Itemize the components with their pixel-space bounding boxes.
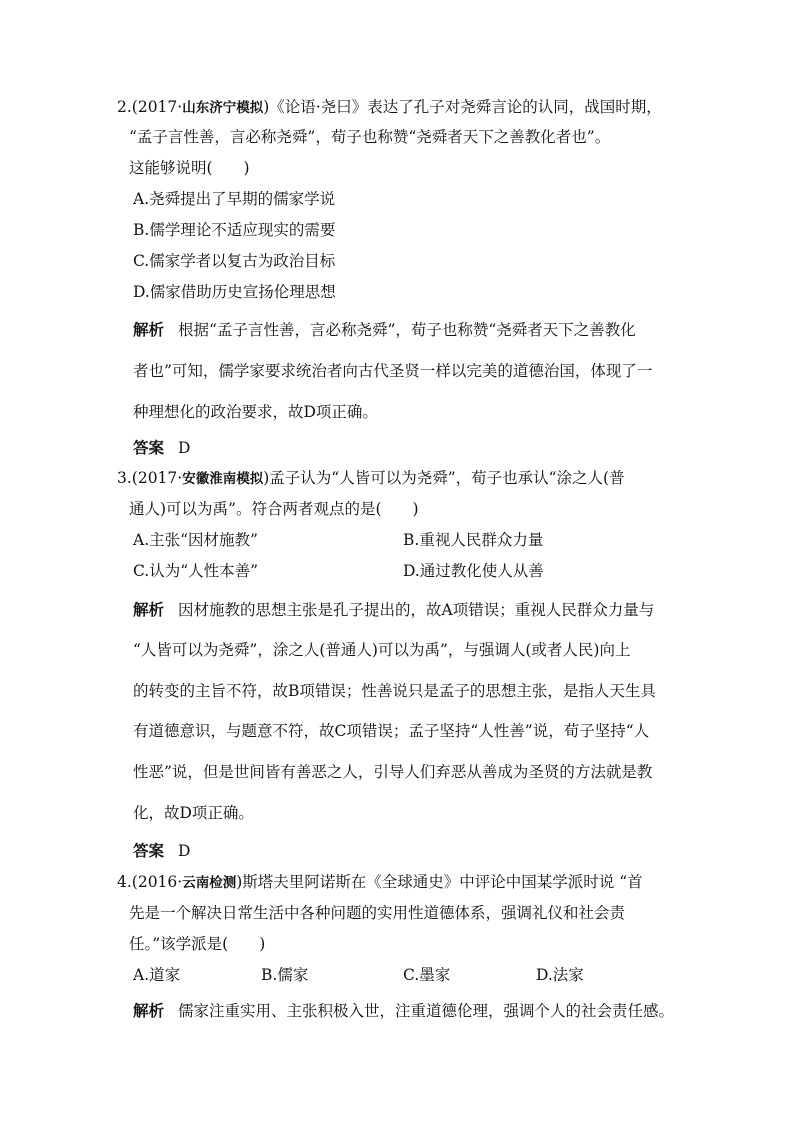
q3-analysis-label: 解析	[133, 601, 165, 619]
q2-answer-label: 答案	[133, 439, 165, 457]
q3-analysis-line3: 的转变的主旨不符，故B项错误；性善说只是孟子的思想主张，是指人天生具	[133, 682, 656, 700]
q2-option-c: C.儒家学者以复古为政治目标	[133, 252, 336, 270]
q3-answer-label: 答案	[133, 842, 165, 860]
q2-analysis-line3: 种理想化的政治要求，故D项正确。	[133, 403, 378, 421]
q3-answer: 答案 D	[133, 842, 191, 860]
q4-option-d: D.法家	[536, 966, 584, 984]
q2-source: 山东济宁模拟	[182, 100, 264, 116]
q2-stem-line3: 这能够说明( )	[129, 159, 250, 177]
q4-analysis-label: 解析	[133, 1002, 165, 1020]
q3-analysis-line2: “人皆可以为尧舜”，涂之人(普通人)可以为禹”，与强调人(或者人民)向上	[133, 641, 631, 659]
q4-stem-line1: 4.(2016·云南检测)斯塔夫里阿诺斯在《全球通史》中评论中国某学派时说 “首	[117, 873, 643, 891]
q3-analysis-line4: 有道德意识，与题意不符，故C项错误；孟子坚持“人性善”说，荀子坚持“人	[133, 722, 650, 740]
q3-analysis-line1: 解析 因材施教的思想主张是孔子提出的，故A项错误；重视人民群众力量与	[133, 601, 655, 619]
q4-option-c: C.墨家	[403, 966, 451, 984]
q2-analysis-line1: 解析 根据“孟子言性善，言必称尧舜”，荀子也称赞“尧舜者天下之善教化	[133, 321, 636, 339]
q3-stem-line2: 通人)可以为禹”。符合两者观点的是( )	[129, 500, 419, 518]
q4-option-b: B.儒家	[261, 966, 309, 984]
q4-source: 云南检测	[182, 875, 237, 891]
q4-stem-line2: 先是一个解决日常生活中各种问题的实用性道德体系，强调礼仪和社会责	[129, 904, 626, 922]
q2-stem-line2: “孟子言性善，言必称尧舜”，荀子也称赞“尧舜者天下之善教化者也”。	[129, 128, 611, 146]
q3-source: 安徽淮南模拟	[182, 471, 264, 487]
q4-stem-line3: 任。”该学派是( )	[129, 935, 266, 953]
q3-stem-line1: 3.(2017·安徽淮南模拟)孟子认为“人皆可以为尧舜”，荀子也承认“涂之人(普	[117, 469, 625, 487]
q2-analysis-label: 解析	[133, 321, 165, 339]
q3-option-a: A.主张“因材施教”	[133, 531, 258, 549]
q2-answer: 答案 D	[133, 439, 191, 457]
q2-option-a: A.尧舜提出了早期的儒家学说	[133, 190, 336, 208]
q4-option-a: A.道家	[133, 966, 181, 984]
q2-analysis-line2: 者也”可知，儒学家要求统治者向古代圣贤一样以完美的道德治国，体现了一	[133, 362, 653, 380]
q2-option-b: B.儒学理论不适应现实的需要	[133, 221, 336, 239]
q2-stem-line1: 2.(2017·山东济宁模拟)《论语·尧曰》表达了孔子对尧舜言论的认同，战国时期，	[117, 98, 662, 116]
q4-analysis-line1: 解析 儒家注重实用、主张积极入世，注重道德伦理，强调个人的社会责任感。	[133, 1002, 675, 1020]
q3-option-b: B.重视人民群众力量	[403, 531, 544, 549]
q3-option-d: D.通过教化使人从善	[403, 562, 544, 580]
q2-option-d: D.儒家借助历史宣扬伦理思想	[133, 283, 336, 301]
q3-option-c: C.认为“人性本善”	[133, 562, 259, 580]
q3-analysis-line5: 性恶”说，但是世间皆有善恶之人，引导人们弃恶从善成为圣贤的方法就是教	[133, 763, 653, 781]
q3-analysis-line6: 化，故D项正确。	[133, 804, 254, 822]
